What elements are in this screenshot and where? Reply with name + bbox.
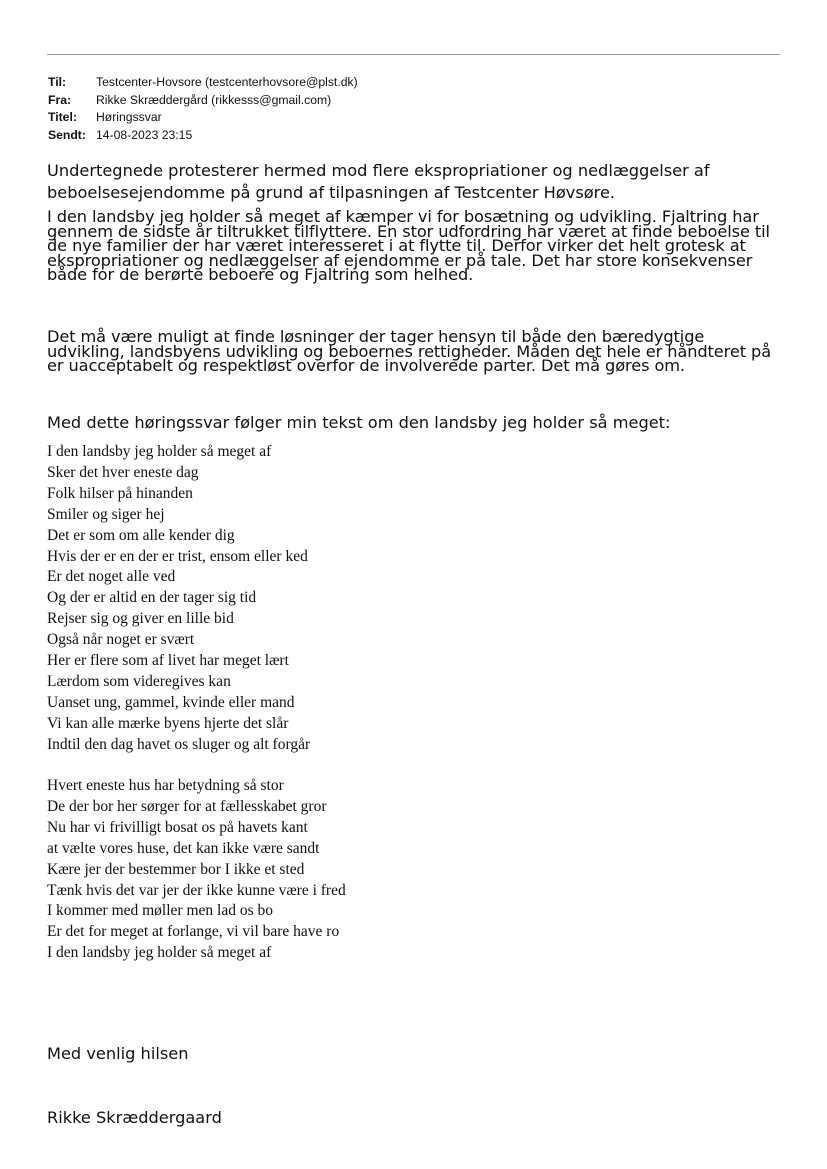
- to-value: Testcenter-Hovsore (testcenterhovsore@plst.dk): [96, 75, 358, 89]
- intro-paragraph: [47, 160, 787, 204]
- paragraph-line: gennem de sidste år tiltrukket tilflyttere. En stor udfordring har været at finde beboelse til: [47, 221, 770, 241]
- poem-line: Hvis der er en der er trist, ensom eller ked: [47, 547, 308, 565]
- poem-line: Indtil den dag havet os sluger og alt forgår: [47, 735, 311, 753]
- poem-line: Og der er altid en der tager sig tid: [47, 589, 257, 607]
- paragraph-line: udvikling, landsbyens udvikling og beboernes rettigheder. Måden det hele er håndteret på: [47, 341, 772, 361]
- poem-stanza-1: [47, 442, 310, 756]
- poem-line: Det er som om alle kender dig: [47, 526, 235, 544]
- poem-line: Tænk hvis det var jer der ikke kunne være i fred: [47, 881, 346, 899]
- paragraph-3: [47, 327, 792, 375]
- intro-line: beboelsesejendomme på grund af tilpasningen af Testcenter Høvsøre.: [47, 183, 616, 202]
- poem-stanza-2: [47, 776, 346, 964]
- poem-line: I kommer med møller men lad os bo: [47, 902, 273, 920]
- poem-line: Er det for meget at forlange, vi vil bare have ro: [47, 923, 340, 941]
- title-label: Titel:: [48, 110, 77, 124]
- poem-line: Sker det hver eneste dag: [47, 463, 199, 481]
- paragraph-line: I den landsby jeg holder så meget af kæmper vi for bosætning og udvikling. Fjaltring har: [47, 207, 759, 226]
- header-to-row: [48, 74, 358, 92]
- from-value: Rikke Skræddergård (rikkesss@gmail.com): [96, 92, 332, 107]
- paragraph-line: de nye familier der har været interesseret i at flytte til. Derfor virker det helt grotesk at: [47, 236, 746, 255]
- poem-line: Smiler og siger hej: [47, 505, 165, 523]
- header-sent-row: [48, 127, 358, 145]
- header-divider: [47, 54, 780, 55]
- closing-signature: Rikke Skræddergaard: [47, 1108, 222, 1127]
- poem-line: I den landsby jeg holder så meget af: [47, 944, 272, 962]
- poem-line: Folk hilser på hinanden: [47, 484, 193, 502]
- paragraph-line: Det må være muligt at finde løsninger der tager hensyn til både den bæredygtige: [47, 327, 705, 346]
- paragraph-line: ekspropriationer og nedlæggelser af ejendomme er på tale. Det har store konsekvenser: [47, 250, 753, 270]
- poem-line: Kære jer der bestemmer bor I ikke et sted: [47, 860, 305, 878]
- intro-line: Undertegnede protesterer hermed mod flere ekspropriationer og nedlæggelser af: [47, 161, 710, 180]
- poem-line: Hvert eneste hus har betydning så stor: [47, 777, 284, 794]
- to-label: Til:: [48, 75, 67, 89]
- poem-line: De der bor her sørger for at fællesskabet gror: [47, 797, 327, 815]
- poem-intro: Med dette høringssvar følger min tekst om den landsby jeg holder så meget:: [47, 413, 671, 432]
- poem-line: at vælte vores huse, det kan ikke være sandt: [47, 839, 320, 857]
- poem-line: Nu har vi frivilligt bosat os på havets kant: [47, 818, 308, 836]
- paragraph-line: både for de berørte beboere og Fjaltring som helhed.: [47, 265, 474, 284]
- email-header: [48, 74, 358, 144]
- from-label: Fra:: [48, 92, 72, 107]
- closing-regards: Med venlig hilsen: [47, 1044, 189, 1063]
- poem-line: Lærdom som videregives kan: [47, 672, 231, 690]
- header-from-row: [48, 92, 358, 110]
- sent-value: 14-08-2023 23:15: [96, 127, 193, 142]
- poem-line: Også når noget er svært: [47, 631, 195, 649]
- paragraph-2: [47, 207, 792, 284]
- poem-line: Her er flere som af livet har meget lært: [47, 652, 289, 670]
- poem-line: Vi kan alle mærke byens hjerte det slår: [47, 714, 289, 732]
- poem-line: I den landsby jeg holder så meget af: [47, 443, 272, 460]
- sent-label: Sendt:: [48, 127, 86, 142]
- poem-line: Rejser sig og giver en lille bid: [47, 610, 234, 628]
- paragraph-line: er uacceptabelt og respektløst overfor de involverede parter. Det må gøres om.: [47, 356, 685, 375]
- header-title-row: [48, 109, 358, 127]
- title-value: Høringssvar: [96, 110, 162, 124]
- poem-line: Er det noget alle ved: [47, 568, 176, 586]
- poem-line: Uanset ung, gammel, kvinde eller mand: [47, 693, 295, 711]
